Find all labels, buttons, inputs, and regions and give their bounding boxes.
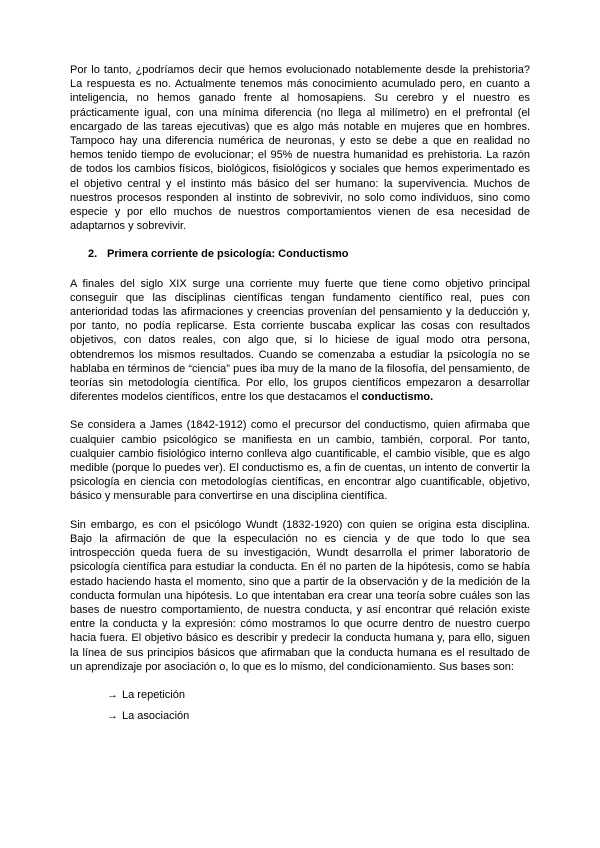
paragraph-wundt: Sin embargo, es con el psicólogo Wundt (1832-1920) con quien se origina esta disciplina. Bajo la afirmación de que la especulación no es ciencia y de que todo lo que sea introspección queda fuera de su investigación, Wundt desarrolla el primer laboratorio de psicología científica para estudiar la conducta. En él no parten de la hipótesis, como se había estado haciendo hasta el momento, sino que a partir de la observación y de la medición de la conducta formulan una hipótesis. Lo que intentaban era crear una teoría sobre cuáles son las bases de nuestro comportamiento, de nuestra conducta, y así encontrar qué relación existe entre la conducta y la expresión: cómo mostramos lo que ocurre dentro de nuestro cuerpo hacia fuera. El objetivo básico es describir y predecir la conducta humana y, para ello, siguen la línea de sus principios básicos que afirmaban que la conducta humana es el resultado de un aprendizaje por asociación o, lo que es lo mismo, del condicionamiento. Sus bases son: xyxy=(70,518,530,673)
section-number: 2. xyxy=(88,248,98,261)
arrow-icon: → xyxy=(107,688,118,701)
list-item xyxy=(107,688,530,702)
section-heading xyxy=(88,247,530,261)
paragraph-behaviorism-text: A finales del siglo XIX surge una corriente muy fuerte que tiene como objetivo principal conseguir que las disciplinas científicas tengan fundamento científico real, pues con anterioridad todas las afirmaciones y creencias provenían del pensamiento y la deducción y, por tanto, no podía replicarse. Esta corriente buscaba explicar las cosas con resultados objetivos, con datos reales, con algo que, si lo hiciese de igual modo otra persona, obtendremos los mismos resultados. Cuando se comenzaba a estudiar la psicología no se hablaba en términos de “ciencia” pues iba muy de la mano de la filosofía, del pensamiento, de teorías sin metodología científica. Por ello, los grupos científicos empezaron a desarrollar diferentes modelos científicos, entre los que destacamos el xyxy=(70,277,530,404)
list-item-label: La repetición xyxy=(122,688,185,701)
paragraph-james: Se considera a James (1842-1912) como el precursor del conductismo, quien afirmaba que cualquier cambio psicológico se manifiesta en un cambio, también, corporal. Por tanto, cualquier cambio fisiológico interno conlleva algo cuantificable, el cambio visible, que es algo medible (porque lo puedes ver). El conductismo es, a fin de cuentas, un intento de convertir la psicología en ciencia con metodologías científicas, en encontrar algo cuantificable, objetivo, básico y mensurable para convertirse en una disciplina científica. xyxy=(70,419,530,503)
paragraph-intro: Por lo tanto, ¿podríamos decir que hemos evolucionado notablemente desde la prehistoria? La respuesta es no. Actualmente tenemos más conocimiento acumulado pero, en cuanto a inteligencia, no hemos ganado frente al homosapiens. Su cerebro y el nuestro es prácticamente igual, con una mínima diferencia (no llega al milímetro) en el prefrontal (el encargado de las tareas ejecutivas) que es algo más notable en mujeres que en hombres. Tampoco hay una diferencia numérica de neuronas, y esto se debe a que en realidad no hemos tenido tiempo de evolucionar; el 95% de nuestra humanidad es prehistoria. La razón de todos los cambios físicos, biológicos, fisiológicos y sociales que hemos experimentado es el objetivo central y el instinto más básico del ser humano: la supervivencia. Muchos de nuestros procesos responden al instinto de sobrevivir, no solo como individuos, sino como especie y por ello muchos de nuestros comportamientos vienen de esa necesidad de adaptarnos y sobrevivir. xyxy=(70,64,530,233)
arrow-icon: → xyxy=(107,710,118,723)
paragraph-behaviorism xyxy=(70,277,530,405)
bold-term-conductismo: conductismo. xyxy=(361,391,434,404)
list-item-label: La asociación xyxy=(122,710,190,723)
bases-list xyxy=(107,688,530,723)
list-item xyxy=(107,709,530,723)
section-title: Primera corriente de psicología: Conductismo xyxy=(107,248,349,261)
